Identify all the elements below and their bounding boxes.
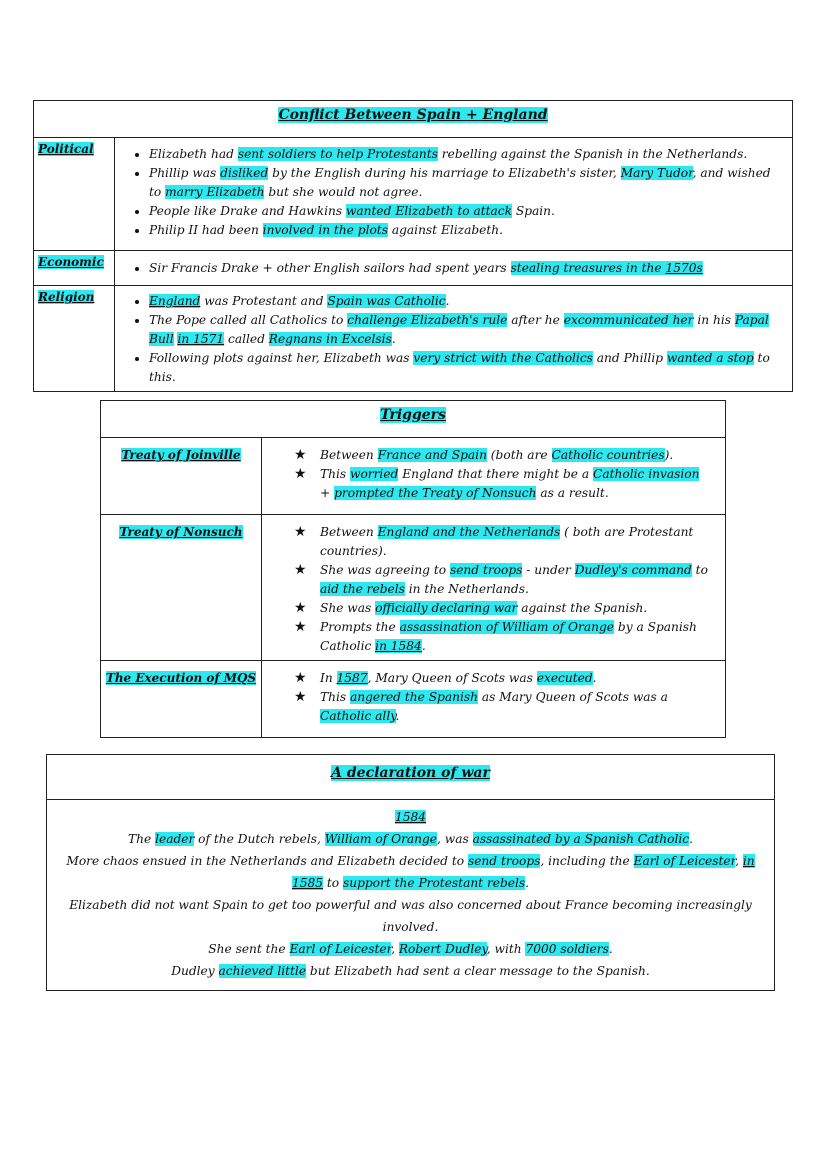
religion-content (115, 286, 793, 392)
list-item: ★ She was agreeing to send troops - under Dudley's command to aid the rebels in the Netherlands. (294, 562, 708, 596)
political-content (115, 138, 793, 251)
mqs-label: The Execution of MQS (105, 671, 257, 685)
declaration-line: Elizabeth did not want Spain to get too powerful and was also concerned about France becoming increasingly involved. (69, 898, 752, 934)
list-item: ★ This worried England that there might be a Catholic invasion + prompted the Treaty of Nonsuch as a result. (294, 466, 700, 500)
list-item: • Elizabeth had sent soldiers to help Protestants rebelling against the Spanish in the Netherlands. (149, 145, 784, 164)
list-item: ★ In 1587, Mary Queen of Scots was executed. (294, 670, 597, 686)
triggers-table (100, 400, 726, 738)
nonsuch-label: Treaty of Nonsuch (119, 525, 243, 539)
conflict-title: Conflict Between Spain + England (278, 107, 548, 123)
triggers-title: Triggers (380, 407, 446, 423)
list-item: • England was Protestant and Spain was Catholic. (149, 292, 784, 311)
list-item: • Phillip was disliked by the English during his marriage to Elizabeth's sister, Mary Tudor, and wished to marry Elizabeth but she would not agree. (149, 164, 784, 202)
triggers-title-cell (101, 401, 726, 438)
declaration-title-cell (47, 755, 775, 800)
nonsuch-content (262, 515, 726, 661)
list-item: ★ Between England and the Netherlands ( both are Protestant countries). (294, 524, 694, 558)
religion-label: Religion (38, 290, 95, 304)
joinville-label-cell (101, 438, 262, 515)
nonsuch-label-cell (101, 515, 262, 661)
economic-content (115, 251, 793, 286)
declaration-line: More chaos ensued in the Netherlands and Elizabeth decided to send troops, including the Earl of Leicester, in 1585 to support the Protestant rebels. (66, 854, 755, 890)
declaration-line: The leader of the Dutch rebels, William of Orange, was assassinated by a Spanish Catholic. (128, 832, 693, 846)
political-label: Political (38, 142, 94, 156)
declaration-content (47, 800, 775, 991)
conflict-table (33, 100, 793, 392)
political-label-cell (34, 138, 115, 251)
religion-label-cell (34, 286, 115, 392)
joinville-label: Treaty of Joinville (121, 448, 241, 462)
declaration-year-line: 1584 (394, 810, 427, 824)
mqs-label-cell (101, 661, 262, 738)
list-item: • Following plots against her, Elizabeth was very strict with the Catholics and Phillip wanted a stop to this. (149, 349, 784, 387)
declaration-line: Dudley achieved little but Elizabeth had sent a clear message to the Spanish. (171, 964, 650, 978)
conflict-title-cell (34, 101, 793, 138)
list-item: ★ She was officially declaring war against the Spanish. (294, 600, 648, 616)
mqs-content (262, 661, 726, 738)
list-item: ★ Prompts the assassination of William of Orange by a Spanish Catholic in 1584. (294, 619, 697, 653)
list-item: • People like Drake and Hawkins wanted Elizabeth to attack Spain. (149, 202, 784, 221)
list-item: ★ Between France and Spain (both are Catholic countries). (294, 447, 674, 463)
declaration-line: She sent the Earl of Leicester, Robert Dudley, with 7000 soldiers. (208, 942, 613, 956)
list-item: ★ This angered the Spanish as Mary Queen of Scots was a Catholic ally. (294, 689, 668, 723)
list-item: • The Pope called all Catholics to challenge Elizabeth's rule after he excommunicated her in his Papal Bull in 1571 called Regnans in Excelsis. (149, 311, 784, 349)
declaration-table (46, 754, 775, 991)
economic-label: Economic (38, 255, 104, 269)
joinville-content (262, 438, 726, 515)
list-item: • Philip II had been involved in the plots against Elizabeth. (149, 221, 784, 240)
economic-label-cell (34, 251, 115, 286)
list-item: • Sir Francis Drake + other English sailors had spent years stealing treasures in the 1570s (149, 259, 784, 278)
declaration-title: A declaration of war (331, 765, 490, 781)
